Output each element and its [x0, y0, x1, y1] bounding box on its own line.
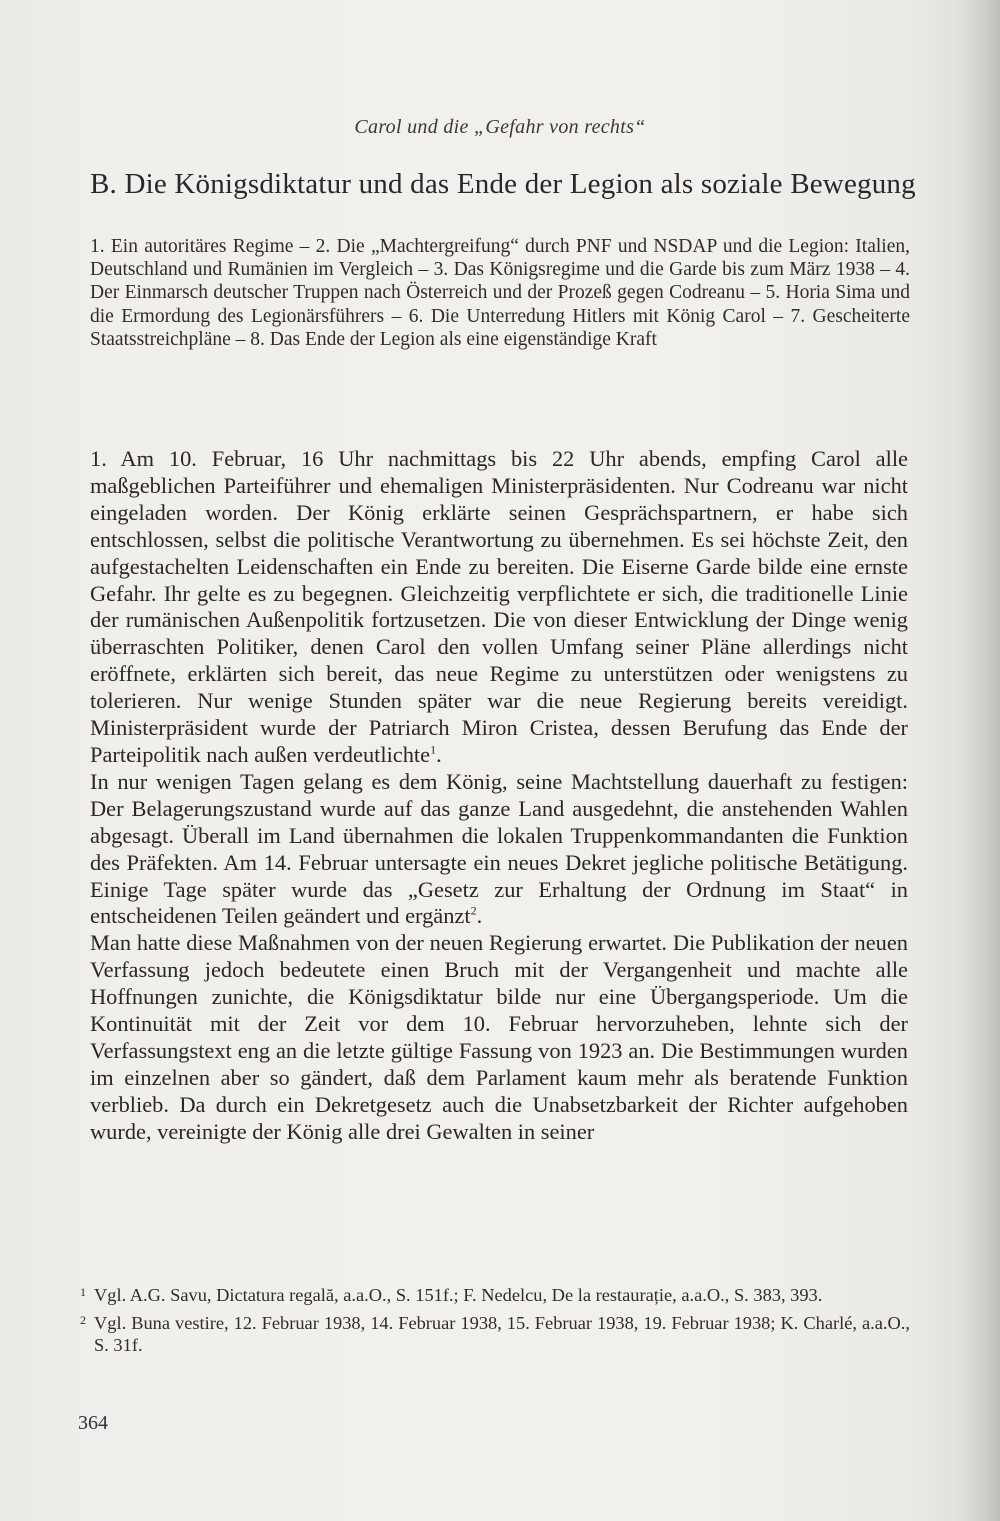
footnote: [80, 1284, 910, 1306]
main-text: [90, 446, 908, 1146]
paragraph-3-text: Man hatte diese Maßnahmen von der neuen Regierung erwartet. Die Publikation der neuen Verfassung jedoch bedeutete einen Bruch mit der Vergangenheit und machte alle Hoffnungen zunichte, die Königsdiktatur bilde nur eine Übergangsperiode. Um die Kontinuität mit der Zeit vor dem 10. Februar hervorzuheben, lehnte sich der Verfassungstext eng an die letzte gültige Fassung von 1923 an. Die Bestimmungen wurden im einzelnen aber so gändert, daß dem Parlament kaum mehr als beratende Funktion verblieb. Da durch ein Dekretgesetz auch die Unabsetzbarkeit der Richter aufgehoben wurde, vereinigte der König alle drei Gewalten in seiner: [90, 930, 908, 1144]
paragraph-3: [90, 930, 908, 1145]
chapter-contents-summary: 1. Ein autoritäres Regime – 2. Die „Machtergreifung“ durch PNF und NSDAP und die Legion: Italien, Deutschland und Rumänien im Vergleich – 3. Das Königsregime und die Garde bis zum März 1938 – 4. Der Einmarsch deutscher Truppen nach Österreich und der Prozeß gegen Codreanu – 5. Horia Sima und die Ermordung des Legionärsführers – 6. Die Unterredung Hitlers mit König Carol – 7. Gescheiterte Staatsstreichpläne – 8. Das Ende der Legion als eine eigenständige Kraft: [90, 236, 910, 350]
footnote: [80, 1312, 910, 1356]
footnote-text: Vgl. A.G. Savu, Dictatura regală, a.a.O., S. 151f.; F. Nedelcu, De la restaurație, a.a.O., S. 383, 393.: [94, 1285, 823, 1305]
footnote-number: 1: [80, 1285, 86, 1299]
running-head: Carol und die „Gefahr von rechts“: [354, 116, 646, 138]
page-number: 364: [78, 1412, 108, 1434]
paragraph-2: In nur wenigen Tagen gelang es dem König, seine Machtstellung dauerhaft zu festigen: Der Belagerungszustand wurde auf das ganze Land ausgedehnt, die anstehenden Wahlen abgesagt. Überall im Land übernahmen die lokalen Truppenkommandanten die Funktion des Präfekten. Am 14. Februar untersagte ein neues Dekret jegliche politische Betätigung. Einige Tage später wurde das „Gesetz zur Erhaltung der Ordnung im Staat“ in entscheidenen Teilen geändert und ergänzt$^2$.: [90, 768, 908, 929]
footnotes: [80, 1284, 910, 1362]
footnote-number: 2: [80, 1313, 86, 1327]
paragraph-2-text: In nur wenigen Tagen gelang es dem König, seine Machtstellung dauerhaft zu festigen: Der Belagerungszustand wurde auf das ganze Land ausgedehnt, die anstehenden Wahlen abgesagt. Überall im Land übernahmen die lokalen Truppenkommandanten die Funktion des Präfekten. Am 14. Februar untersagte ein neues Dekret jegliche politische Betätigung. Einige Tage später wurde das „Gesetz zur Erhaltung der Ordnung im Staat“ in entscheidenen Teilen geändert und ergänzt: [90, 768, 908, 929]
footnote-text: Vgl. Buna vestire, 12. Februar 1938, 14. Februar 1938, 15. Februar 1938, 19. Februar 1938; K. Charlé, a.a.O., S. 31f.: [94, 1313, 910, 1355]
section-title: B. Die Königsdiktatur und das Ende der Legion als soziale Bewegung: [90, 168, 916, 200]
paragraph-1: 1. Am 10. Februar, 16 Uhr nachmittags bis 22 Uhr abends, empfing Carol alle maßgeblichen Parteiführer und ehemaligen Ministerpräsidenten. Nur Codreanu war nicht eingeladen worden. Der König erklärte seinen Gesprächspartnern, er habe sich entschlossen, selbst die politische Verantwortung zu übernehmen. Es sei höchste Zeit, den aufgestachelten Leidenschaften ein Ende zu bereiten. Die Eiserne Garde bilde eine ernste Gefahr. Ihr gelte es zu begegnen. Gleichzeitig verpflichtete er sich, die traditionelle Linie der rumänischen Außenpolitik fortzusetzen. Die von dieser Entwicklung der Dinge wenig überraschten Politiker, denen Carol den vollen Umfang seiner Pläne allerdings nicht eröffnete, erklärten sich bereit, das neue Regime zu unterstützen oder wenigstens zu tolerieren. Nur wenige Stunden später war die neue Regierung bereits vereidigt. Ministerpräsident wurde der Patriarch Miron Cristea, dessen Berufung das Ende der Parteipolitik nach außen verdeutlichte$^1$.: [90, 446, 908, 767]
footnote-ref-2: 2: [470, 903, 477, 918]
page-edge-shadow: [960, 0, 1000, 1521]
paragraph-1-text: 1. Am 10. Februar, 16 Uhr nachmittags bis 22 Uhr abends, empfing Carol alle maßgeblichen Parteiführer und ehemaligen Ministerpräsidenten. Nur Codreanu war nicht eingeladen worden. Der König erklärte seinen Gesprächspartnern, er habe sich entschlossen, selbst die politische Verantwortung zu übernehmen. Es sei höchste Zeit, den aufgestachelten Leidenschaften ein Ende zu bereiten. Die Eiserne Garde bilde eine ernste Gefahr. Ihr gelte es zu begegnen. Gleichzeitig verpflichtete er sich, die traditionelle Linie der rumänischen Außenpolitik fortzusetzen. Die von dieser Entwicklung der Dinge wenig überraschten Politiker, denen Carol den vollen Umfang seiner Pläne allerdings nicht eröffnete, erklärten sich bereit, das neue Regime zu unterstützen oder wenigstens zu tolerieren. Nur wenige Stunden später war die neue Regierung bereits vereidigt. Ministerpräsident wurde der Patriarch Miron Cristea, dessen Berufung das Ende der Parteipolitik nach außen verdeutlichte: [90, 446, 908, 767]
footnote-ref-1: 1: [430, 742, 437, 757]
